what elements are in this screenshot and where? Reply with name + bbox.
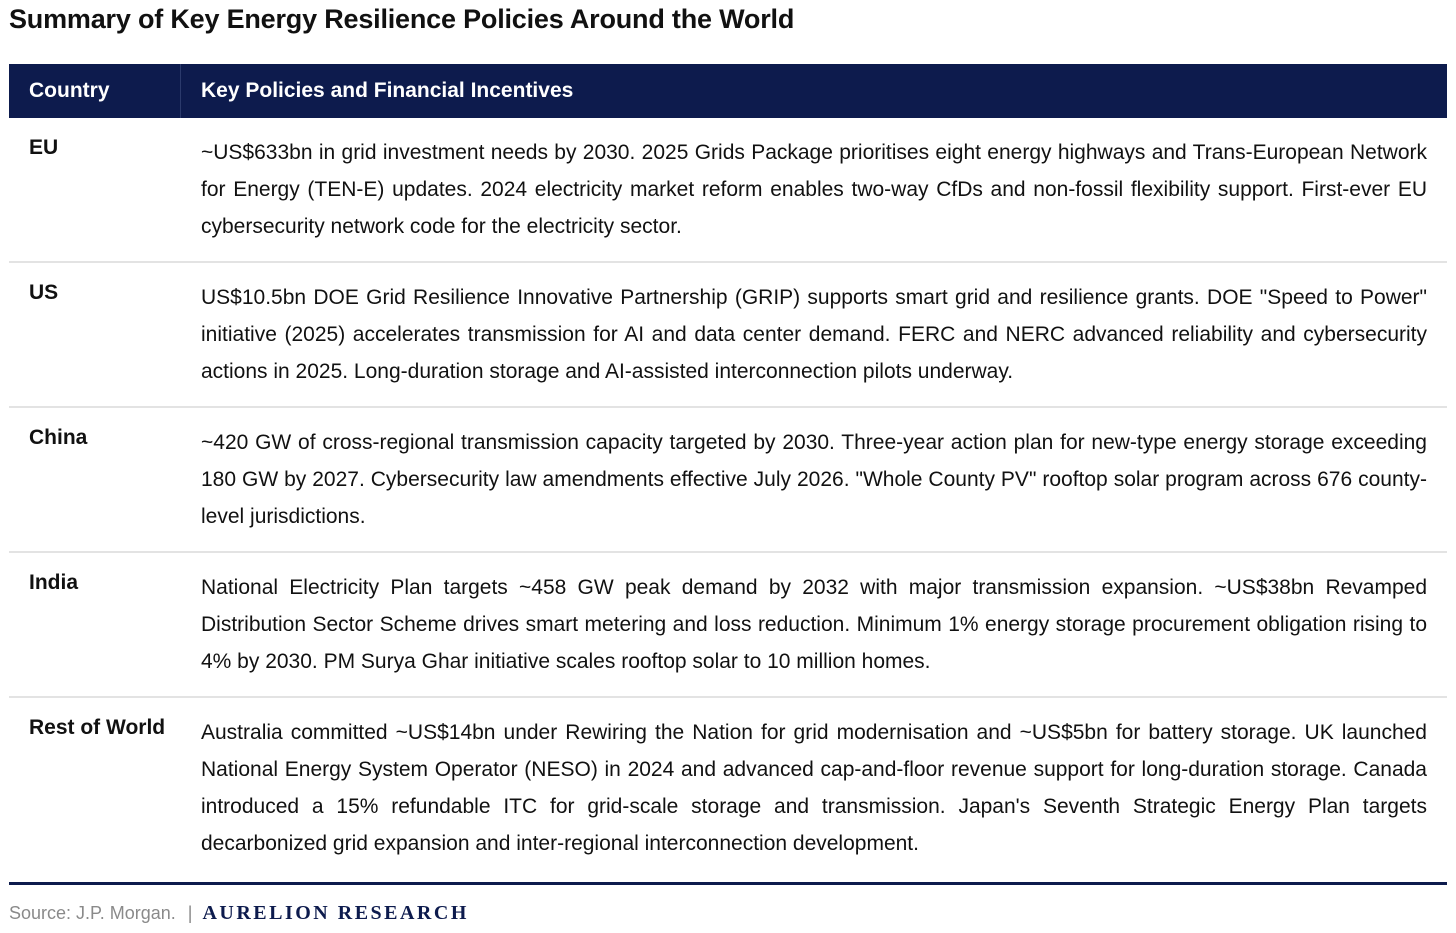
table-bottom-rule bbox=[9, 882, 1447, 885]
source-note: Source: J.P. Morgan. bbox=[9, 903, 176, 923]
page-title: Summary of Key Energy Resilience Policies Around the World bbox=[9, 4, 795, 34]
brand-logo: AURELION RESEARCH bbox=[202, 902, 469, 924]
column-header-country: Country bbox=[9, 64, 181, 118]
table-row bbox=[9, 118, 1447, 263]
table-row bbox=[9, 553, 1447, 698]
policy-cell: US$10.5bn DOE Grid Resilience Innovative Partnership (GRIP) supports smart grid and resilience grants. DOE "Speed to Power" initiative (2025) accelerates transmission for AI and data center demand. FERC and NERC advanced reliability and cybersecurity actions in 2025. Long-duration storage and AI-assisted interconnection pilots underway. bbox=[201, 286, 1427, 383]
policy-cell: ~US$633bn in grid investment needs by 2030. 2025 Grids Package prioritises eight energy highways and Trans-European Network for Energy (TEN-E) updates. 2024 electricity market reform enables two-way CfDs and non-fossil flexibility support. First-ever EU cybersecurity network code for the electricity sector. bbox=[201, 141, 1427, 238]
policy-cell: ~420 GW of cross-regional transmission capacity targeted by 2030. Three-year action plan for new-type energy storage exceeding 180 GW by 2027. Cybersecurity law amendments effective July 2026. "Whole County PV" rooftop solar program across 676 county-level jurisdictions. bbox=[201, 431, 1427, 528]
country-cell: China bbox=[29, 426, 88, 449]
policy-table bbox=[9, 64, 1447, 878]
table-row bbox=[9, 408, 1447, 553]
column-header-policies: Key Policies and Financial Incentives bbox=[201, 79, 574, 102]
table-row bbox=[9, 698, 1447, 878]
policy-cell: Australia committed ~US$14bn under Rewiring the Nation for grid modernisation and ~US$5bn for battery storage. UK launched National Energy System Operator (NESO) in 2024 and advanced cap-and-floor revenue support for long-duration storage. Canada introduced a 15% refundable ITC for grid-scale storage and transmission. Japan's Seventh Strategic Energy Plan targets decarbonized grid expansion and inter-regional interconnection development. bbox=[201, 721, 1427, 855]
footer bbox=[9, 902, 469, 925]
footer-separator: | bbox=[187, 903, 193, 923]
table-header bbox=[9, 64, 1447, 118]
table-row bbox=[9, 263, 1447, 408]
country-cell: India bbox=[29, 571, 79, 594]
country-cell: Rest of World bbox=[29, 716, 166, 739]
country-cell: US bbox=[29, 281, 59, 304]
policy-cell: National Electricity Plan targets ~458 GW peak demand by 2032 with major transmission expansion. ~US$38bn Revamped Distribution Sector Scheme drives smart metering and loss reduction. Minimum 1% energy storage procurement obligation rising to 4% by 2030. PM Surya Ghar initiative scales rooftop solar to 10 million homes. bbox=[201, 576, 1427, 673]
country-cell: EU bbox=[29, 136, 59, 159]
